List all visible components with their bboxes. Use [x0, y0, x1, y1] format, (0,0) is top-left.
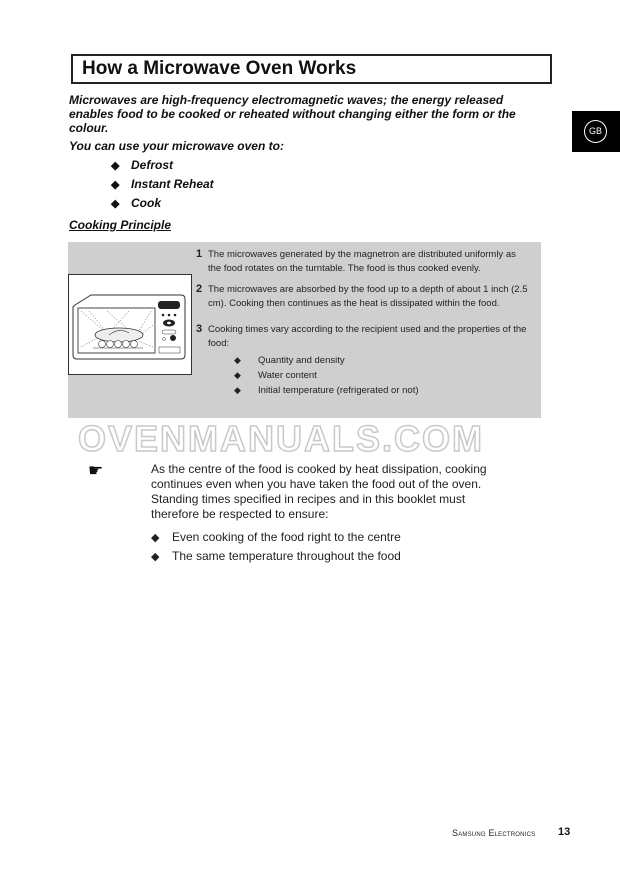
food-properties-list — [208, 353, 531, 398]
watermark: OVENMANUALS.COM — [78, 418, 484, 459]
note-text: As the centre of the food is cooked by heat dissipation, cooking continues even when you have taken the food out of the oven. Standing times specified in recipes and in this booklet must therefore be respected to ensure: — [151, 462, 487, 521]
pointing-hand-icon: ☛ — [88, 461, 104, 480]
microwave-oven-illustration — [68, 274, 192, 375]
page-title: How a Microwave Oven Works — [82, 58, 357, 79]
diamond-bullet-icon: ◆ — [151, 551, 160, 563]
note-list — [151, 528, 401, 566]
footer-brand: Samsung Electronics — [452, 828, 536, 838]
intro-paragraph: Microwaves are high-frequency electromagnetic waves; the energy released enables food to be cooked or reheated without changing either the form or the colour. — [69, 93, 516, 135]
section-heading: Cooking Principle — [69, 218, 172, 232]
step-text: The microwaves are absorbed by the food up to a depth of about 1 inch (2.5 cm). Cooking then continues as the heat is dissipated within the food. — [208, 284, 528, 309]
usage-lead: You can use your microwave oven to: — [69, 139, 284, 153]
list-item: ◆ Instant Reheat — [111, 175, 214, 194]
list-item: ◆ Quantity and density — [234, 355, 345, 366]
step-number: 2 — [196, 283, 203, 295]
diamond-bullet-icon: ◆ — [111, 160, 120, 172]
diamond-bullet-icon: ◆ — [234, 385, 241, 395]
diamond-bullet-icon: ◆ — [111, 179, 120, 191]
diamond-bullet-icon: ◆ — [234, 370, 241, 380]
list-item: ◆ Initial temperature (refrigerated or not) — [234, 385, 419, 396]
step-number: 1 — [196, 248, 203, 260]
diamond-bullet-icon: ◆ — [234, 355, 241, 365]
language-tab-label: GB — [584, 120, 607, 143]
title-box — [71, 54, 552, 84]
step-number: 3 — [196, 323, 203, 335]
cooking-steps — [196, 248, 531, 406]
list-item: ◆ Cook — [111, 194, 214, 213]
step-item — [196, 248, 531, 275]
microwave-oven-icon — [69, 275, 190, 373]
step-text: Cooking times vary according to the recipient used and the properties of the food: — [208, 324, 527, 349]
list-item: ◆ The same temperature throughout the food — [151, 547, 401, 566]
diamond-bullet-icon: ◆ — [111, 198, 120, 210]
page-number: 13 — [558, 826, 571, 838]
step-item — [196, 323, 531, 398]
language-tab — [572, 111, 620, 152]
step-text: The microwaves generated by the magnetron are distributed uniformly as the food rotates on the turntable. The food is thus cooked evenly. — [208, 249, 516, 274]
diamond-bullet-icon: ◆ — [151, 532, 160, 544]
list-item: ◆ Defrost — [111, 156, 214, 175]
step-item — [196, 283, 531, 310]
list-item: ◆ Water content — [234, 370, 317, 381]
list-item: ◆ Even cooking of the food right to the centre — [151, 528, 401, 547]
uses-list — [111, 156, 214, 213]
